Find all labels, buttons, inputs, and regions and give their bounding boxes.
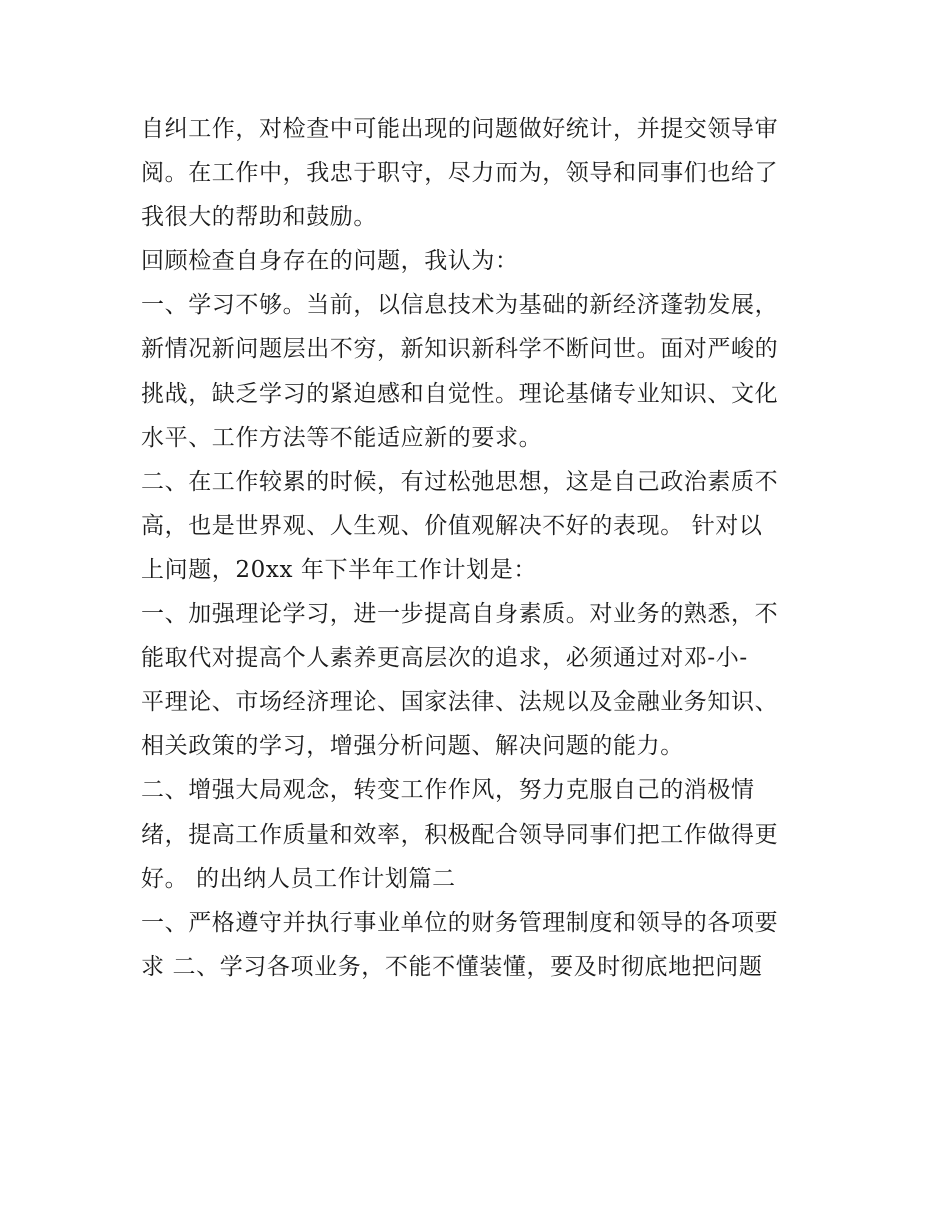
text-line: 阅。在工作中，我忠于职守，尽力而为，领导和同事们也给了 bbox=[141, 160, 779, 187]
text-line: 一、严格遵守并执行事业单位的财务管理制度和领导的各项要 bbox=[141, 909, 779, 936]
text-line: 自纠工作，对检查中可能出现的问题做好统计，并提交领导审 bbox=[141, 116, 779, 142]
body-text bbox=[141, 107, 821, 989]
text-line: 上问题，20xx 年下半年工作计划是： bbox=[141, 556, 537, 583]
text-line: 绪，提高工作质量和效率，积极配合领导同事们把工作做得更 bbox=[141, 821, 779, 848]
text-line: 平理论、市场经济理论、国家法律、法规以及金融业务知识、 bbox=[141, 689, 779, 716]
text-line: 好。 的出纳人员工作计划篇二 bbox=[141, 865, 456, 892]
text-line: 高，也是世界观、人生观、价值观解决不好的表现。 针对以 bbox=[141, 512, 763, 539]
text-line: 我很大的帮助和鼓励。 bbox=[141, 204, 377, 231]
text-line: 求 二、学习各项业务，不能不懂装懂，要及时彻底地把问题 bbox=[141, 953, 763, 980]
text-line: 水平、工作方法等不能适应新的要求。 bbox=[141, 424, 543, 451]
text-line: 二、在工作较累的时候，有过松弛思想，这是自己政治素质不 bbox=[141, 468, 779, 495]
text-line: 相关政策的学习，增强分析问题、解决问题的能力。 bbox=[141, 733, 684, 760]
text-line: 回顾检查自身存在的问题，我认为： bbox=[141, 248, 519, 275]
text-line: 挑战，缺乏学习的紧迫感和自觉性。理论基储专业知识、文化 bbox=[141, 380, 779, 407]
text-line: 新情况新问题层出不穷，新知识新科学不断问世。面对严峻的 bbox=[141, 336, 779, 363]
text-line: 二、增强大局观念，转变工作作风，努力克服自己的消极情 bbox=[141, 777, 755, 804]
text-line: 能取代对提高个人素养更高层次的追求，必须通过对邓-小- bbox=[141, 645, 748, 672]
text-line: 一、学习不够。当前，以信息技术为基础的新经济蓬勃发展， bbox=[141, 292, 779, 319]
text-line: 一、加强理论学习，进一步提高自身素质。对业务的熟悉，不 bbox=[141, 601, 779, 628]
